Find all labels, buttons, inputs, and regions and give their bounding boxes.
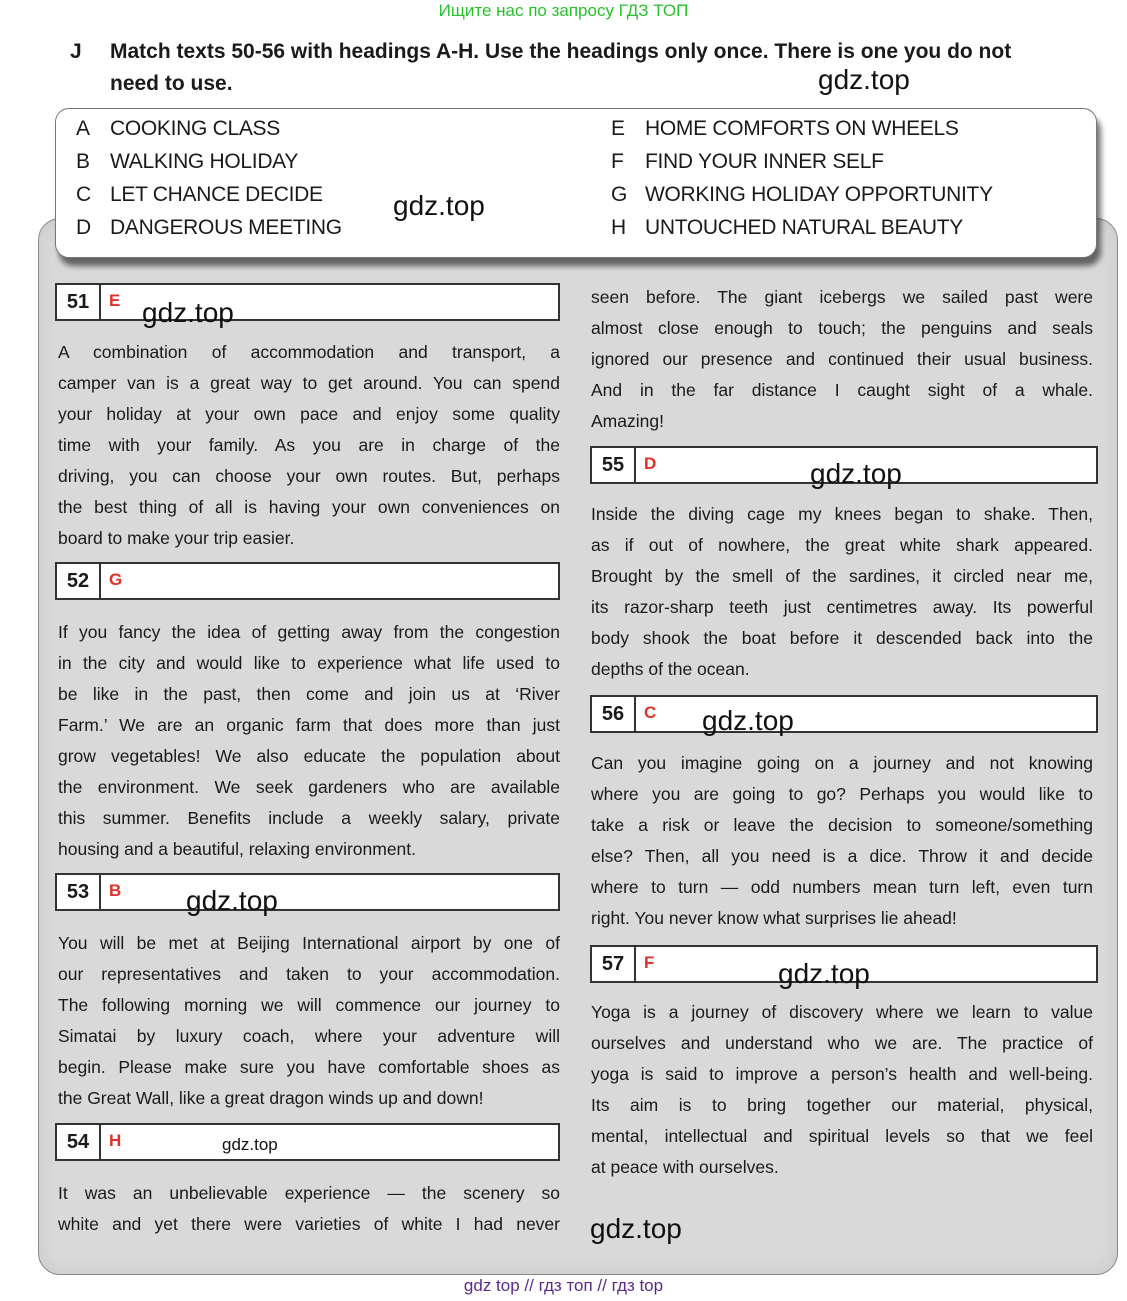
- question-box: [55, 1123, 560, 1161]
- answer-field[interactable]: F: [644, 953, 655, 972]
- answer-field[interactable]: B: [109, 881, 122, 900]
- watermark: gdz.top: [810, 458, 902, 489]
- text-line: where to turn — odd numbers mean turn left, even turn: [591, 877, 1093, 897]
- heading-text: COOKING CLASS: [110, 117, 280, 140]
- answer-field[interactable]: E: [109, 291, 121, 310]
- text-line: board to make your trip easier.: [58, 528, 295, 548]
- question-number: 56: [592, 697, 636, 731]
- watermark: gdz.top: [818, 64, 910, 95]
- heading-item: [76, 183, 323, 207]
- heading-text: LET CHANCE DECIDE: [110, 183, 323, 206]
- text-paragraph: [58, 928, 560, 1114]
- text-line: body shook the boat before it descended back into the: [591, 628, 1093, 648]
- heading-letter: C: [76, 183, 91, 206]
- heading-item: [611, 216, 963, 240]
- question-number: 55: [592, 448, 636, 482]
- text-line: camper van is a great way to get around. You can spend: [58, 373, 560, 393]
- text-line: Yoga is a journey of discovery where we learn to value: [591, 1002, 1093, 1022]
- heading-item: [611, 150, 884, 174]
- heading-text: UNTOUCHED NATURAL BEAUTY: [645, 216, 963, 239]
- question-number: 51: [57, 285, 101, 319]
- text-line: as if out of nowhere, the great white shark appeared.: [591, 535, 1093, 555]
- text-line: almost close enough to touch; the penguins and seals: [591, 318, 1093, 338]
- text-line: depths of the ocean.: [591, 659, 750, 679]
- question-box: [55, 873, 560, 911]
- question-box: [55, 562, 560, 600]
- instruction-text: Match texts 50-56 with headings A-H. Use the headings only once. There is one you do not need to use.: [110, 40, 1012, 95]
- text-line: in the city and would like to experience what life used to: [58, 653, 560, 673]
- heading-letter: E: [611, 117, 625, 140]
- text-line: The following morning we will commence our journey to: [58, 995, 560, 1015]
- text-line: our representatives and taken to your accommodation.: [58, 964, 560, 984]
- text-line: mental, intellectual and spiritual levels so that we feel: [591, 1126, 1093, 1146]
- text-paragraph: [591, 499, 1093, 685]
- heading-item: [611, 183, 993, 207]
- exercise-letter: J: [70, 40, 82, 63]
- text-line: driving, you can choose your own routes. But, perhaps: [58, 466, 560, 486]
- text-line: time with your family. As you are in charge of the: [58, 435, 560, 455]
- watermark: gdz.top: [142, 297, 234, 328]
- heading-item: [76, 150, 298, 174]
- text-line: housing and a beautiful, relaxing environment.: [58, 839, 417, 859]
- heading-letter: H: [611, 216, 626, 239]
- text-line: the Great Wall, like a great dragon winds up and down!: [58, 1088, 484, 1108]
- text-line: You will be met at Beijing International airport by one of: [58, 933, 560, 953]
- question-number: 53: [57, 875, 101, 909]
- text-line: Amazing!: [591, 411, 664, 431]
- heading-item: [76, 216, 342, 240]
- exercise-instruction: [70, 36, 1060, 100]
- text-line: right. You never know what surprises lie ahead!: [591, 908, 957, 928]
- text-line: its razor-sharp teeth just centimetres away. Its powerful: [591, 597, 1093, 617]
- watermark: gdz.top: [590, 1213, 682, 1244]
- headings-box: [55, 108, 1097, 258]
- text-paragraph: [591, 748, 1093, 934]
- text-paragraph: [58, 617, 560, 865]
- answer-field[interactable]: D: [644, 454, 657, 473]
- watermark: gdz.top: [222, 1135, 278, 1154]
- text-line: Farm.’ We are an organic farm that does more than just: [58, 715, 560, 735]
- text-line: If you fancy the idea of getting away from the congestion: [58, 622, 560, 642]
- text-paragraph: [58, 337, 560, 554]
- text-line: And in the far distance I caught sight of a whale.: [591, 380, 1093, 400]
- text-line: ignored our presence and continued their usual business.: [591, 349, 1093, 369]
- heading-text: WALKING HOLIDAY: [110, 150, 299, 173]
- heading-text: FIND YOUR INNER SELF: [645, 150, 884, 173]
- heading-item: [611, 117, 959, 141]
- text-line: white and yet there were varieties of white I had never: [58, 1214, 560, 1234]
- heading-text: WORKING HOLIDAY OPPORTUNITY: [645, 183, 993, 206]
- text-paragraph: [58, 1178, 560, 1240]
- text-line: at peace with ourselves.: [591, 1157, 779, 1177]
- question-box: [55, 283, 560, 321]
- text-line: A combination of accommodation and transport, a: [58, 342, 560, 362]
- heading-letter: F: [611, 150, 624, 173]
- text-line: be like in the past, then come and join us at ‘River: [58, 684, 560, 704]
- heading-item: [76, 117, 280, 141]
- text-line: take a risk or leave the decision to someone/something: [591, 815, 1093, 835]
- answer-field[interactable]: C: [644, 703, 657, 722]
- text-line: this summer. Benefits include a weekly salary, private: [58, 808, 560, 828]
- question-box: [590, 695, 1098, 733]
- heading-letter: B: [76, 150, 90, 173]
- text-line: the best thing of all is having your own conveniences on: [58, 497, 560, 517]
- text-line: Can you imagine going on a journey and not knowing: [591, 753, 1093, 773]
- heading-letter: G: [611, 183, 628, 206]
- answer-field[interactable]: G: [109, 570, 123, 589]
- text-line: begin. Please make sure you have comfortable shoes as: [58, 1057, 560, 1077]
- watermark: gdz.top: [778, 958, 870, 989]
- text-line: your holiday at your own pace and enjoy some quality: [58, 404, 560, 424]
- text-line: the environment. We seek gardeners who are available: [58, 777, 560, 797]
- text-line: It was an unbelievable experience — the scenery so: [58, 1183, 560, 1203]
- answer-field[interactable]: H: [109, 1131, 122, 1150]
- text-line: where you are going to go? Perhaps you would like to: [591, 784, 1093, 804]
- text-line: Its aim is to bring together our material, physical,: [591, 1095, 1093, 1115]
- text-line: seen before. The giant icebergs we sailed past were: [591, 287, 1093, 307]
- question-number: 54: [57, 1125, 101, 1159]
- text-line: Brought by the smell of the sardines, it circled near me,: [591, 566, 1093, 586]
- text-line: grow vegetables! We also educate the population about: [58, 746, 560, 766]
- text-paragraph: [591, 282, 1093, 437]
- text-line: Inside the diving cage my knees began to shake. Then,: [591, 504, 1093, 524]
- bottom-banner: gdz top // гдз топ // гдз top: [463, 1276, 664, 1295]
- question-number: 52: [57, 564, 101, 598]
- text-line: yoga is said to improve a person’s health and well-being.: [591, 1064, 1093, 1084]
- text-paragraph: [591, 997, 1093, 1183]
- watermark: gdz.top: [393, 190, 485, 221]
- heading-text: HOME COMFORTS ON WHEELS: [645, 117, 959, 140]
- watermark: gdz.top: [186, 885, 278, 916]
- text-line: Simatai by luxury coach, where your adventure will: [58, 1026, 560, 1046]
- heading-letter: D: [76, 216, 91, 239]
- heading-text: DANGEROUS MEETING: [110, 216, 342, 239]
- heading-letter: A: [76, 117, 90, 140]
- top-banner: Ищите нас по запросу ГДЗ ТОП: [438, 1, 689, 20]
- text-line: else? Then, all you need is a dice. Throw it and decide: [591, 846, 1093, 866]
- question-number: 57: [592, 947, 636, 981]
- text-line: ourselves and understand who we are. The practice of: [591, 1033, 1093, 1053]
- watermark: gdz.top: [702, 705, 794, 736]
